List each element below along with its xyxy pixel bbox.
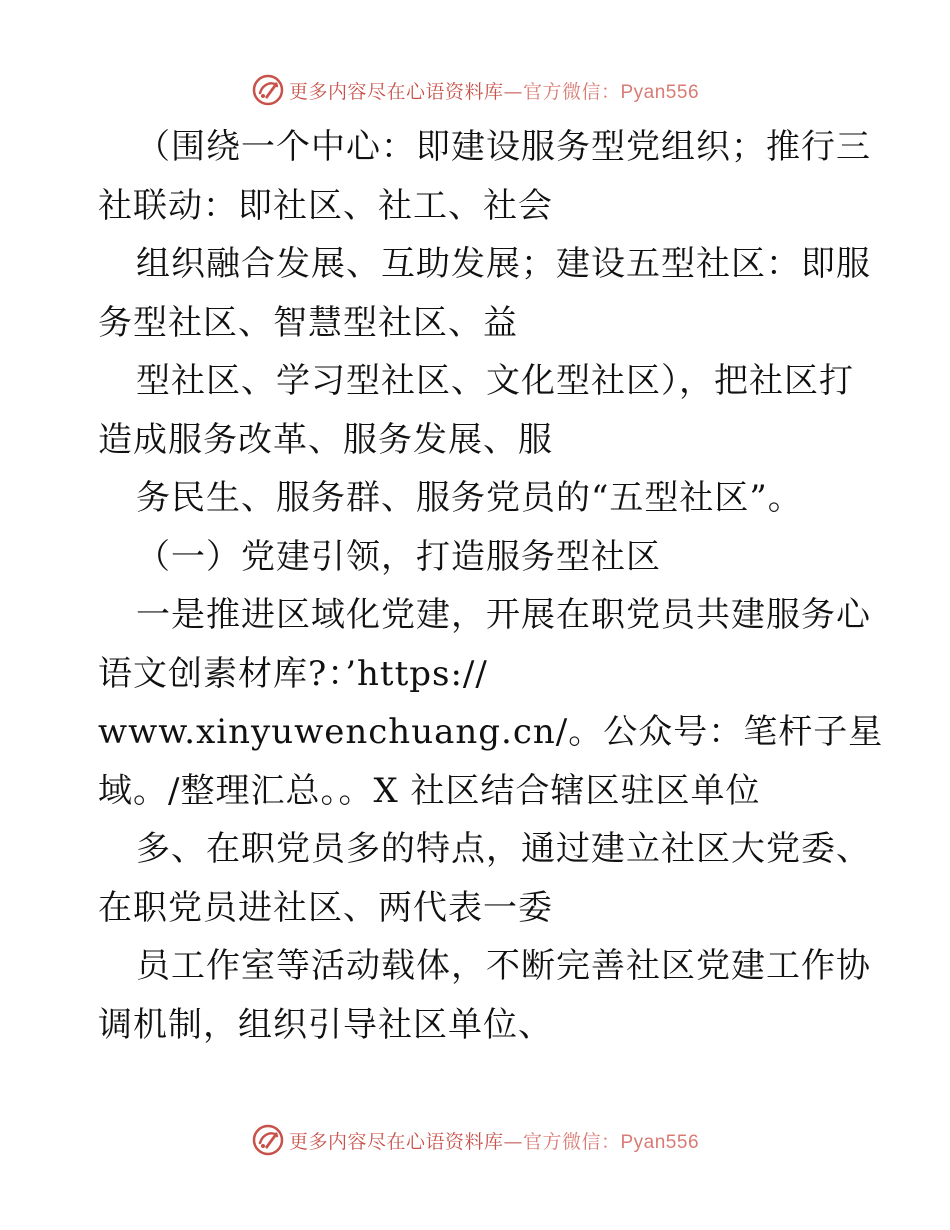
document-body [98, 118, 884, 1054]
text-line: www.xinyuwenchuang.cn/。公众号：笔杆子星 [98, 712, 884, 752]
text-line: 组织融合发展、互助发展；建设五型社区：即服 [136, 244, 871, 284]
brand-logo-icon [251, 73, 285, 107]
footer-watermark [0, 1120, 950, 1160]
text-line: 务民生、服务群、服务党员的“五型社区”。 [136, 478, 803, 518]
section-heading: （一）党建引领，打造服务型社区 [136, 536, 661, 577]
text-line: 造成服务改革、服务发展、服 [98, 419, 553, 460]
text-line: 域。/整理汇总。。X 社区结合辖区驻区单位 [98, 770, 761, 811]
text-line: 一是推进区域化党建，开展在职党员共建服务心 [136, 595, 871, 635]
text-line: 调机制，组织引导社区单位、 [98, 1004, 553, 1045]
text-line: 在职党员进社区、两代表一委 [98, 887, 553, 928]
banner-brand: 更多内容尽在心语资料库 [288, 80, 504, 103]
banner-dash: — [503, 1130, 523, 1153]
banner-wechat-id: Pyan556 [620, 1131, 700, 1153]
banner-wechat-label: 官方微信： [522, 80, 621, 103]
banner-dash: — [503, 80, 523, 103]
banner-brand: 更多内容尽在心语资料库 [288, 1130, 504, 1153]
text-line: （围绕一个中心：即建设服务型党组织；推行三 [136, 127, 871, 167]
header-watermark [0, 70, 950, 110]
brand-logo-icon [251, 1123, 285, 1157]
banner-wechat-id: Pyan556 [620, 81, 700, 103]
text-line: 语文创素材库?：’https:// [98, 653, 488, 694]
text-line: 社联动：即社区、社工、社会 [98, 185, 553, 226]
banner-text [289, 77, 699, 104]
text-line: 多、在职党员多的特点，通过建立社区大党委、 [136, 829, 871, 869]
text-line: 员工作室等活动载体，不断完善社区党建工作协 [136, 946, 871, 986]
text-line: 型社区、学习型社区、文化型社区），把社区打 [136, 361, 854, 401]
text-line: 务型社区、智慧型社区、益 [98, 302, 518, 343]
banner-wechat-label: 官方微信： [522, 1130, 621, 1153]
banner-text [289, 1127, 699, 1154]
